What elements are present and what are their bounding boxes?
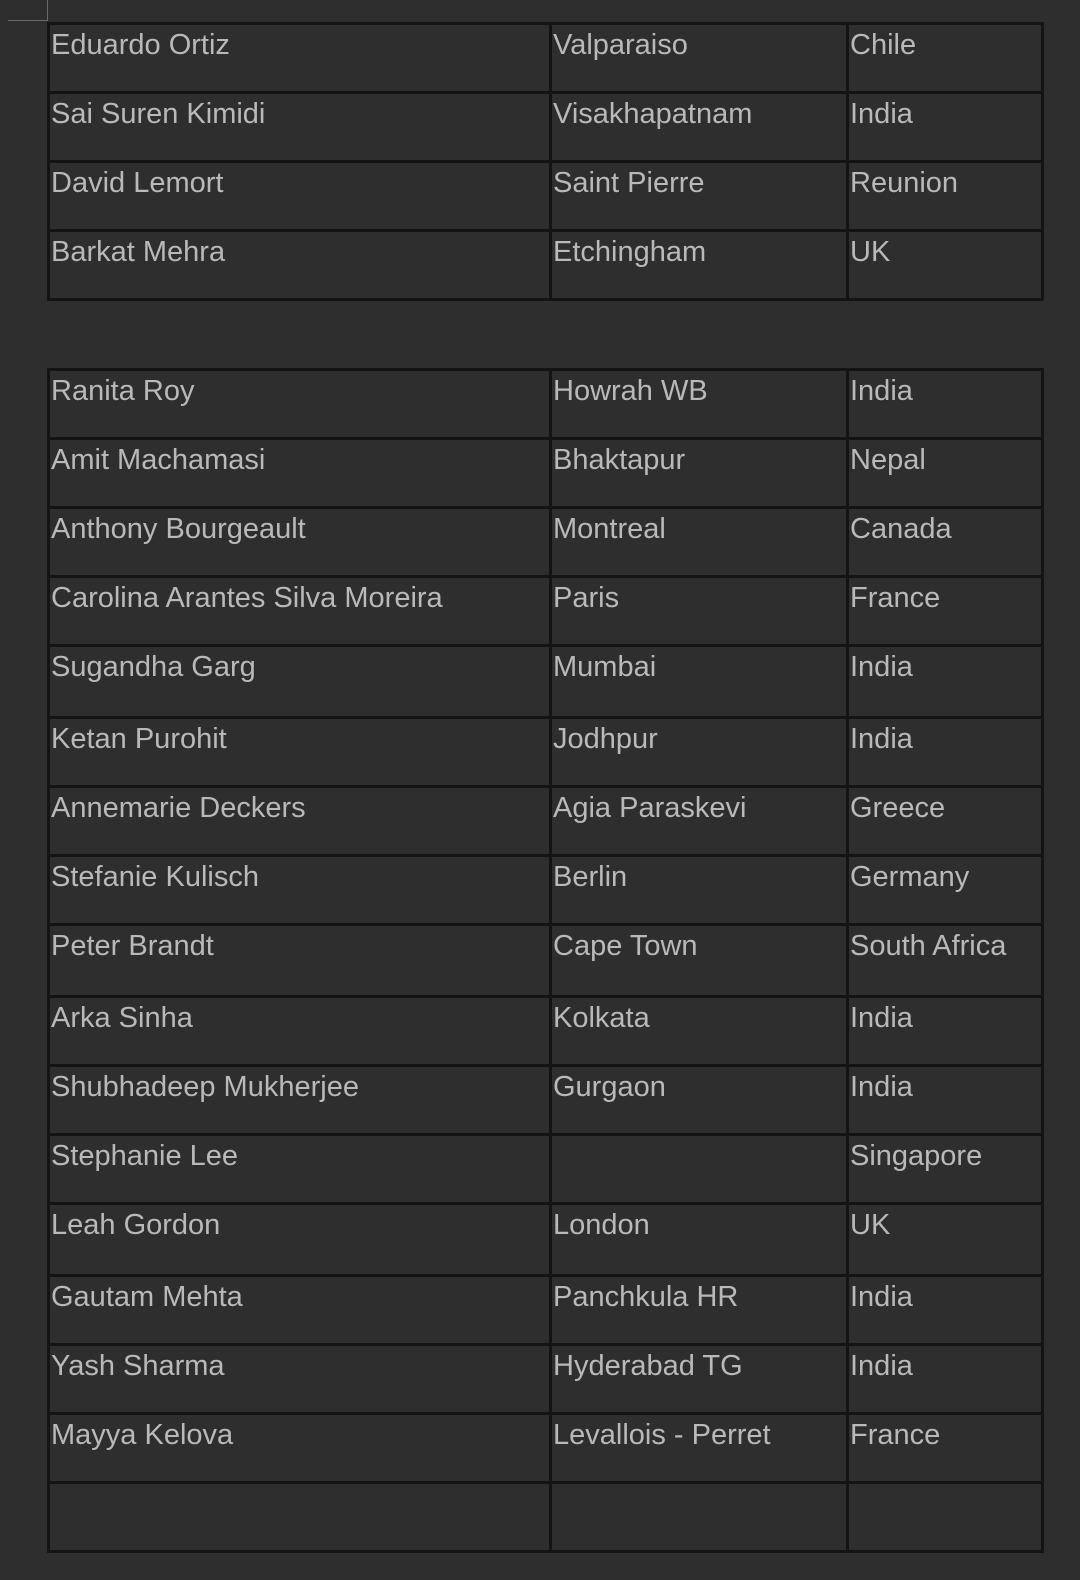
table-row	[49, 24, 1043, 93]
city-cell[interactable]: Etchingham	[551, 231, 848, 300]
participants-table-2	[47, 368, 1044, 1553]
country-cell[interactable]: India	[848, 1066, 1043, 1135]
country-cell[interactable]: India	[848, 718, 1043, 787]
city-cell[interactable]: Berlin	[551, 856, 848, 925]
name-cell[interactable]: Eduardo Ortiz	[49, 24, 551, 93]
country-cell[interactable]	[848, 1483, 1043, 1552]
name-cell[interactable]: Carolina Arantes Silva Moreira	[49, 577, 551, 646]
name-cell[interactable]: Ketan Purohit	[49, 718, 551, 787]
city-cell[interactable]: Hyderabad TG	[551, 1345, 848, 1414]
country-cell[interactable]: Chile	[848, 24, 1043, 93]
city-cell[interactable]: Bhaktapur	[551, 439, 848, 508]
table-row	[49, 1414, 1043, 1483]
table-row	[49, 1345, 1043, 1414]
country-cell[interactable]: France	[848, 577, 1043, 646]
city-cell[interactable]	[551, 1135, 848, 1204]
table-row	[49, 508, 1043, 577]
city-cell[interactable]: London	[551, 1204, 848, 1276]
country-cell[interactable]: Reunion	[848, 162, 1043, 231]
city-cell[interactable]: Valparaiso	[551, 24, 848, 93]
table-row	[49, 370, 1043, 439]
name-cell[interactable]: David Lemort	[49, 162, 551, 231]
name-cell[interactable]: Peter Brandt	[49, 925, 551, 997]
name-cell[interactable]: Stefanie Kulisch	[49, 856, 551, 925]
city-cell[interactable]: Panchkula HR	[551, 1276, 848, 1345]
city-cell[interactable]: Howrah WB	[551, 370, 848, 439]
name-cell[interactable]: Stephanie Lee	[49, 1135, 551, 1204]
name-cell[interactable]: Mayya Kelova	[49, 1414, 551, 1483]
city-cell[interactable]: Mumbai	[551, 646, 848, 718]
city-cell[interactable]: Saint Pierre	[551, 162, 848, 231]
country-cell[interactable]: India	[848, 93, 1043, 162]
name-cell[interactable]: Shubhadeep Mukherjee	[49, 1066, 551, 1135]
name-cell[interactable]: Leah Gordon	[49, 1204, 551, 1276]
country-cell[interactable]: UK	[848, 1204, 1043, 1276]
name-cell[interactable]: Barkat Mehra	[49, 231, 551, 300]
table-row	[49, 787, 1043, 856]
table-row	[49, 577, 1043, 646]
country-cell[interactable]: India	[848, 1276, 1043, 1345]
city-cell[interactable]: Paris	[551, 577, 848, 646]
table-row	[49, 646, 1043, 718]
name-cell[interactable]: Sugandha Garg	[49, 646, 551, 718]
name-cell[interactable]: Sai Suren Kimidi	[49, 93, 551, 162]
name-cell[interactable]: Anthony Bourgeault	[49, 508, 551, 577]
city-cell[interactable]: Levallois - Perret	[551, 1414, 848, 1483]
country-cell[interactable]: France	[848, 1414, 1043, 1483]
country-cell[interactable]: South Africa	[848, 925, 1043, 997]
table-row	[49, 1204, 1043, 1276]
page-corner-mark	[8, 0, 48, 21]
table-row	[49, 1066, 1043, 1135]
country-cell[interactable]: Nepal	[848, 439, 1043, 508]
table-row	[49, 856, 1043, 925]
name-cell[interactable]: Amit Machamasi	[49, 439, 551, 508]
name-cell[interactable]: Ranita Roy	[49, 370, 551, 439]
city-cell[interactable]: Kolkata	[551, 997, 848, 1066]
country-cell[interactable]: Germany	[848, 856, 1043, 925]
table-row-empty	[49, 1483, 1043, 1552]
table-row	[49, 925, 1043, 997]
city-cell[interactable]: Agia Paraskevi	[551, 787, 848, 856]
table-row	[49, 718, 1043, 787]
city-cell[interactable]: Visakhapatnam	[551, 93, 848, 162]
country-cell[interactable]: India	[848, 646, 1043, 718]
table-row	[49, 997, 1043, 1066]
name-cell[interactable]: Annemarie Deckers	[49, 787, 551, 856]
country-cell[interactable]: India	[848, 997, 1043, 1066]
country-cell[interactable]: Canada	[848, 508, 1043, 577]
city-cell[interactable]: Gurgaon	[551, 1066, 848, 1135]
table-row	[49, 231, 1043, 300]
country-cell[interactable]: UK	[848, 231, 1043, 300]
name-cell[interactable]: Gautam Mehta	[49, 1276, 551, 1345]
table-row	[49, 439, 1043, 508]
city-cell[interactable]: Cape Town	[551, 925, 848, 997]
country-cell[interactable]: India	[848, 1345, 1043, 1414]
table-row	[49, 1135, 1043, 1204]
table-row	[49, 1276, 1043, 1345]
country-cell[interactable]: India	[848, 370, 1043, 439]
name-cell[interactable]	[49, 1483, 551, 1552]
participants-table-1	[47, 22, 1044, 301]
name-cell[interactable]: Yash Sharma	[49, 1345, 551, 1414]
city-cell[interactable]: Jodhpur	[551, 718, 848, 787]
city-cell[interactable]	[551, 1483, 848, 1552]
name-cell[interactable]: Arka Sinha	[49, 997, 551, 1066]
country-cell[interactable]: Greece	[848, 787, 1043, 856]
country-cell[interactable]: Singapore	[848, 1135, 1043, 1204]
table-row	[49, 162, 1043, 231]
city-cell[interactable]: Montreal	[551, 508, 848, 577]
table-row	[49, 93, 1043, 162]
